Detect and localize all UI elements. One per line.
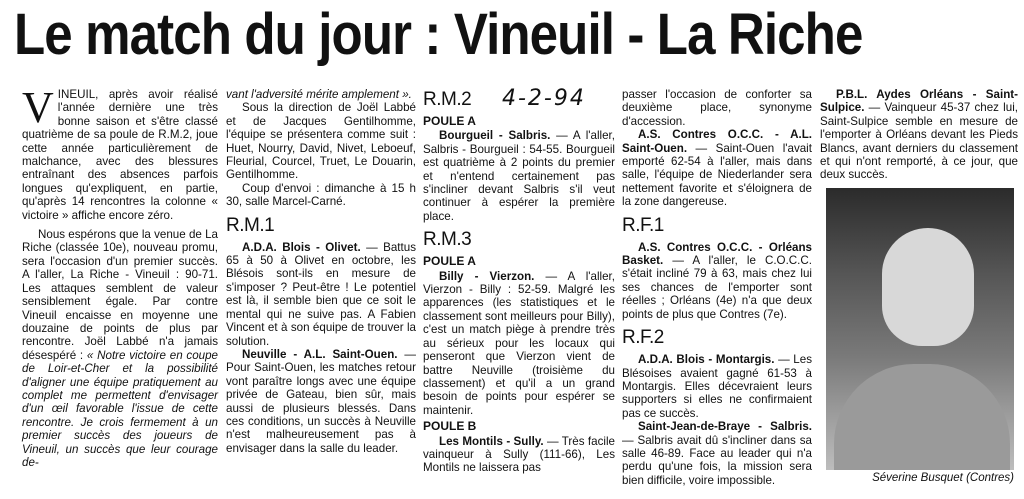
- match-title: Les Montils - Sully.: [439, 434, 544, 448]
- photo-caption: Séverine Busquet (Contres): [872, 472, 1014, 484]
- column-3: [423, 88, 615, 475]
- match-text: — Salbris avait dû s'incliner dans sa salle 46-89. Face au leader qui n'a perdu qu'une fois, la mission sera bien difficile, voire impossible.: [622, 433, 812, 487]
- match-title: Saint-Jean-de-Braye - Salbris.: [638, 420, 812, 434]
- match-text: — A l'aller, Vierzon - Billy : 52-59. Malgré les apparences (les statistiques et le classement sont meilleurs pour Billy), c'est un match piège à prendre très au sérieux pour les locaux qui penseront que Vierzon vient de battre Neuville (troisième du classement) et qu'il a un grand besoin de points pour espérer se maintenir.: [423, 269, 615, 417]
- poule-a: POULE A: [423, 114, 476, 128]
- match-text: — Vainqueur 45-37 chez lui, Saint-Sulpice semble en mesure de l'emporter à Orléans devant les Pieds Blancs, avant derniers du classement et qui n'ont remporté, à ce jour, que deux succès.: [820, 101, 1018, 182]
- match-text: — Les Blésoises avaient gagné 61-53 à Montargis. Elles décevraient leurs supporters si elles ne confirmaient pas ce succès.: [622, 353, 812, 420]
- match-contres-orleans: [622, 241, 812, 321]
- match-title: Bourgueil - Salbris.: [439, 129, 551, 143]
- match-title: Neuville - A.L. Saint-Ouen.: [242, 347, 398, 361]
- lineup-paragraph: Sous la direction de Joël Labbé et de Jacques Gentilhomme, l'équipe se présentera comme suit : Huet, Nourry, David, Nivet, Leboeuf, Fleurial, Courcel, Truet, Le Douarin, Gentilhomme.: [226, 101, 416, 182]
- match-text: — Battus 65 à 50 à Olivet en octobre, les Blésois sont-ils en mesure de s'imposer ? Peut-être ! Le potentiel est là, il semble bien que ce soit le mental qui ne suive pas. A Fabien Vincent et à son équipe de trouver la solution.: [226, 240, 416, 348]
- section-rm1: R.M.1: [226, 214, 275, 236]
- match-text: — A l'aller, Salbris - Bourgueil : 54-55. Bourgueil est quatrième à 2 points du premier et n'entend certainement pas s'incliner devant Salbris s'il veut continuer à espérer la première place.: [423, 129, 615, 223]
- photo-face: [882, 228, 974, 346]
- match-title: Billy - Vierzon.: [439, 269, 535, 283]
- match-text: — Pour Saint-Ouen, les matches retour vont paraître longs avec une équipe privée de Gateau, bien sûr, mais aussi de plusieurs blessés. Dans ces conditions, un succès à Neuville n'est malheureusement pas à envisager dans la salle du leader.: [226, 347, 416, 455]
- photo-shoulders: [834, 364, 1010, 470]
- match-blois-olivet: [226, 241, 416, 348]
- column-1: [22, 83, 218, 469]
- match-aydes-saint-sulpice: [820, 88, 1018, 182]
- match-montils-sully: [423, 435, 615, 475]
- match-title: A.D.A. Blois - Montargis.: [638, 353, 775, 367]
- poule-b: POULE B: [423, 419, 477, 434]
- match-saint-jean-salbris: [622, 420, 812, 487]
- coach-quote: « Notre victoire en coupe de Loir-et-Cher et la possibilité d'aligner une équipe pratiquement au complet me permettent d'envisager d'un œil favorable l'issue de cette rencontre. Je crois fermement à un premier succès des joueurs de Vineuil, un succès que leur courage de-: [22, 348, 218, 469]
- match-title: A.D.A. Blois - Olivet.: [242, 240, 361, 254]
- match-neuville-saint-ouen: [226, 348, 416, 455]
- match-billy-vierzon: [423, 270, 615, 417]
- column-2: [226, 88, 416, 455]
- section-rm2: [423, 88, 615, 111]
- match-bourgueil-salbris: [423, 129, 615, 223]
- player-photo: [826, 188, 1014, 470]
- section-rm3: R.M.3: [423, 229, 472, 251]
- montils-continuation: passer l'occasion de conforter sa deuxième place, synonyme d'accession.: [622, 88, 812, 128]
- match-contres-saint-ouen: [622, 128, 812, 208]
- column-5: [820, 88, 1018, 182]
- kickoff-paragraph: Coup d'envoi : dimanche à 15 h 30, salle Marcel-Carné.: [226, 181, 416, 209]
- match-blois-montargis: [622, 353, 812, 420]
- section-label: R.M.2: [423, 89, 472, 110]
- dropcap: V: [22, 83, 54, 132]
- poule-a: POULE A: [423, 254, 476, 269]
- intro-paragraph: INEUIL, après avoir réalisé l'année dernière une très bonne saison et s'être classé quatrième de sa poule de R.M.2, joue cette année particulièrement de malchance, avec des blessures entraînant des absences parfois longues qu'expliquent, en partie, qu'après 14 rencontres la colonne « victoire » affiche encore zéro.: [22, 88, 218, 222]
- match-text: — Très facile vainqueur à Sully (111-66), Les Montils ne laissera pas: [423, 434, 615, 475]
- match-text: — Saint-Ouen l'avait emporté 62-54 à l'aller, mais dans salle, l'équipe de Niederlander sera nettement favorite et s'éloignera de la zone dangereuse.: [622, 141, 812, 209]
- preview-text: Nous espérons que la venue de La Riche (classée 10e), nouveau promu, sera l'occasion d'un premier succès. A l'aller, La Riche - Vineuil : 90-71. Les attaques semblent de valeur sensiblement égale. Par contre Vineuil encaisse en moyenne une douzaine de points de plus par rencontre. Joël Labbé n'a jamais désespéré :: [22, 228, 218, 362]
- quote-continuation: vant l'adversité mérite amplement ».: [226, 88, 412, 101]
- handwritten-date: 4-2-94: [501, 86, 586, 111]
- match-text: — A l'aller, le C.O.C.C. s'était incliné 79 à 63, mais chez lui ses chances de l'emporter sont réelles ; Orléans (4e) n'a que deux points de plus que Contres (7e).: [622, 254, 812, 321]
- match-title: A.S. Contres O.C.C. - Orléans Basket.: [622, 240, 812, 268]
- preview-paragraph: [22, 228, 218, 469]
- column-4: [622, 88, 812, 487]
- headline: Le match du jour : Vineuil - La Riche: [14, 2, 863, 67]
- match-title: A.S. Contres O.C.C. - A.L. Saint-Ouen.: [622, 128, 812, 155]
- section-rf1: R.F.1: [622, 214, 664, 236]
- match-title: P.B.L. Aydes Orléans - Saint-Sulpice.: [820, 88, 1018, 115]
- section-rf2: R.F.2: [622, 327, 664, 349]
